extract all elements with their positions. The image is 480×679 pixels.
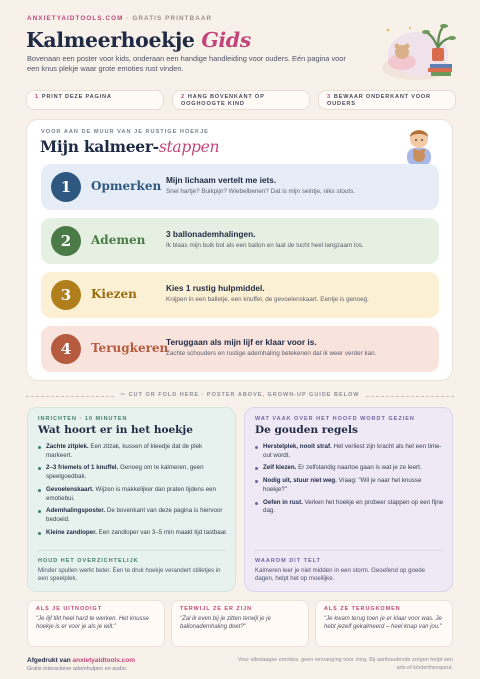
instruction-step bbox=[172, 90, 310, 110]
item-bold: Herstelplek, nooit straf. bbox=[263, 443, 332, 450]
step-number: 3 bbox=[51, 280, 81, 310]
item-bold: Gevoelenskaart. bbox=[46, 485, 94, 493]
panel-title: De gouden regels bbox=[255, 424, 358, 436]
list-item bbox=[38, 507, 228, 524]
panel-footer bbox=[255, 550, 442, 583]
instruction-step bbox=[26, 90, 164, 110]
step-description: Knijpen in een balletje, een knuffel, de gevoelenskaart. Eentje is genoeg. bbox=[166, 296, 369, 303]
list-item bbox=[38, 529, 228, 538]
quote-kicker: TERWIJL ZE ER ZIJN bbox=[180, 606, 253, 612]
step-word: Kiezen bbox=[91, 287, 137, 301]
list-item bbox=[255, 443, 445, 460]
cut-line-text: CUT OR FOLD HERE · POSTER ABOVE, GROWN-UP GUIDE BELOW bbox=[128, 392, 360, 398]
instruction-steps bbox=[26, 90, 456, 110]
step-description: Zachte schouders en rustige ademhaling betekenen dat ik weer verder kan. bbox=[166, 350, 377, 357]
poster-label: VOOR AAN DE MUUR VAN JE RUSTIGE HOEKJE bbox=[41, 129, 209, 135]
step-description: Snel hartje? Buikpijn? Wiebelbenen? Dat is mijn seintje, niks stouts. bbox=[166, 188, 356, 195]
item-text: Een zitzak, kussen of kleedje dat de plek markeert. bbox=[46, 443, 203, 459]
step-number: 1 bbox=[51, 172, 81, 202]
instruction-num: 3 bbox=[327, 94, 331, 100]
instruction-num: 2 bbox=[181, 94, 185, 100]
quote-text: "Je lijf tikt heel hard te werken. Het knusse hoekje is er voor je als je wilt." bbox=[36, 616, 149, 630]
instruction-step bbox=[318, 90, 456, 110]
panel-kicker: INRICHTEN · 10 MINUTEN bbox=[38, 416, 128, 422]
quote-kicker: ALS JE UITNODIGT bbox=[36, 606, 103, 612]
footer-disclaimer: Voor alledaagse emoties, geen vervanging voor zorg. Bij aanhoudende zorgen helpt een arts of kindertherapeut. bbox=[237, 657, 453, 671]
poster-title-main: Mijn kalmeer- bbox=[40, 137, 159, 156]
step-heading: 3 ballonademhalingen. bbox=[166, 229, 256, 239]
footer-text: Kalmeren leer je niet midden in een storm. Geoefend op goede dagen, helpt het op moeilijke. bbox=[255, 566, 426, 582]
footer-text: Minder spullen werkt beter. Een te druk hoekje verandert stilletjes in een speelplek. bbox=[38, 566, 221, 582]
step-description: Ik blaas mijn buik bol als een ballon en laat de lucht heel langzaam los. bbox=[166, 242, 364, 249]
title-accent: Gids bbox=[201, 28, 251, 52]
rules-list bbox=[255, 443, 445, 520]
item-text: Verken het hoekje en probeer stappen op een fijne dag. bbox=[263, 498, 444, 515]
calm-step-card bbox=[41, 218, 439, 264]
item-text: Het verliest zijn kracht als het een time-out wordt. bbox=[263, 443, 442, 459]
item-bold: Zachte zitplek. bbox=[46, 443, 89, 450]
cut-line bbox=[26, 391, 454, 401]
list-item bbox=[255, 499, 445, 516]
quote-text: "Zal ik even bij je zitten terwijl je je ballonademhaling doet?" bbox=[180, 616, 271, 630]
setup-list bbox=[38, 443, 228, 542]
top-tagline bbox=[27, 15, 212, 22]
quote-card bbox=[27, 600, 165, 647]
quote-text: "Je kwam terug toen je er klaar voor was. Je hebt jezelf gekalmeerd – heel knap van jou." bbox=[324, 616, 442, 630]
instruction-text: HANG BOVENKANT OP OOGHOOGTE KIND bbox=[181, 94, 265, 107]
item-bold: Zelf kiezen. bbox=[263, 464, 297, 472]
list-item bbox=[38, 464, 228, 481]
cut-line-label bbox=[26, 392, 454, 398]
panel-title: Wat hoort er in het hoekje bbox=[38, 424, 193, 436]
footer-subline: Gratis interactieve ademhulpen en audio. bbox=[27, 666, 128, 672]
footer-site-link[interactable]: anxietyaidtools.com bbox=[72, 657, 136, 664]
item-text: Genoeg om te kalmeren, geen speelgoedbak. bbox=[46, 464, 204, 481]
quote-card bbox=[315, 600, 453, 647]
list-item bbox=[255, 477, 445, 494]
step-word: Terugkeren bbox=[91, 341, 169, 355]
step-word: Opmerken bbox=[91, 179, 162, 193]
item-bold: Ademhalingsposter. bbox=[46, 507, 106, 515]
list-item bbox=[255, 464, 445, 473]
footer-credit bbox=[27, 657, 135, 672]
calm-step-card bbox=[41, 326, 439, 372]
printed-by-label: Afgedrukt van bbox=[27, 657, 71, 664]
item-bold: Nodig uit, stuur niet weg. bbox=[263, 477, 337, 485]
cozy-corner-illustration bbox=[380, 18, 458, 84]
item-bold: Kleine zandloper. bbox=[46, 528, 97, 536]
title-main: Kalmeerhoekje bbox=[26, 28, 195, 52]
setup-panel bbox=[27, 407, 236, 592]
list-item bbox=[38, 443, 228, 460]
footer-kicker: HOUD HET OVERZICHTELIJK bbox=[38, 557, 139, 564]
poster-title bbox=[40, 137, 219, 156]
page-subtitle: Bovenaan een poster voor kids, onderaan een handige handleiding voor ouders. Eén pagina voor een knus plekje waar grote emoties rust vinden. bbox=[27, 54, 346, 73]
item-text: Er zelfstandig naartoe gaan is wat je ze leert. bbox=[296, 464, 422, 472]
step-heading: Kies 1 rustig hulpmiddel. bbox=[166, 283, 265, 293]
list-item bbox=[38, 486, 228, 503]
item-bold: 2–3 friemels of 1 knuffel. bbox=[46, 464, 119, 472]
panel-footer bbox=[38, 550, 225, 583]
script-quotes bbox=[27, 600, 453, 647]
instruction-text: BEWAAR ONDERKANT VOOR OUDERS bbox=[327, 94, 431, 107]
item-text: Vraag: "Wil je naar het knusse hoekje?" bbox=[263, 477, 422, 493]
calm-step-card bbox=[41, 272, 439, 318]
item-text: Een zandloper van 3–5 min maakt tijd tastbaar. bbox=[96, 528, 228, 536]
calm-step-card bbox=[41, 164, 439, 210]
rules-panel bbox=[244, 407, 453, 592]
instruction-text: PRINT DEZE PAGINA bbox=[41, 94, 112, 100]
quote-kicker: ALS ZE TERUGKOMEN bbox=[324, 606, 401, 612]
footer-kicker: WAAROM DIT TELT bbox=[255, 557, 321, 564]
step-number: 4 bbox=[51, 334, 81, 364]
step-heading: Mijn lichaam vertelt me iets. bbox=[166, 175, 277, 185]
scissors-icon: ✂ bbox=[120, 392, 129, 398]
item-text: Wijzen is makkelijker dan praten tijdens een emotiebui. bbox=[46, 485, 216, 502]
free-printable-tag: GRATIS PRINTBAAR bbox=[132, 15, 213, 22]
step-heading: Teruggaan als mijn lijf er klaar voor is. bbox=[166, 337, 317, 347]
step-number: 2 bbox=[51, 226, 81, 256]
item-text: De bovenkant van deze pagina is hiervoor bedoeld. bbox=[46, 507, 223, 524]
quote-card bbox=[171, 600, 309, 647]
tagline-separator: · bbox=[126, 15, 130, 22]
site-name: ANXIETYAIDTOOLS.COM bbox=[27, 15, 124, 22]
instruction-num: 1 bbox=[35, 94, 39, 100]
kids-poster bbox=[26, 119, 453, 381]
item-bold: Oefen in rust. bbox=[263, 498, 303, 506]
page-title bbox=[26, 28, 251, 52]
step-word: Ademen bbox=[91, 233, 146, 247]
poster-title-accent: stappen bbox=[158, 138, 220, 156]
panel-kicker: WAT VAAK OVER HET HOOFD WORDT GEZIEN bbox=[255, 416, 415, 422]
